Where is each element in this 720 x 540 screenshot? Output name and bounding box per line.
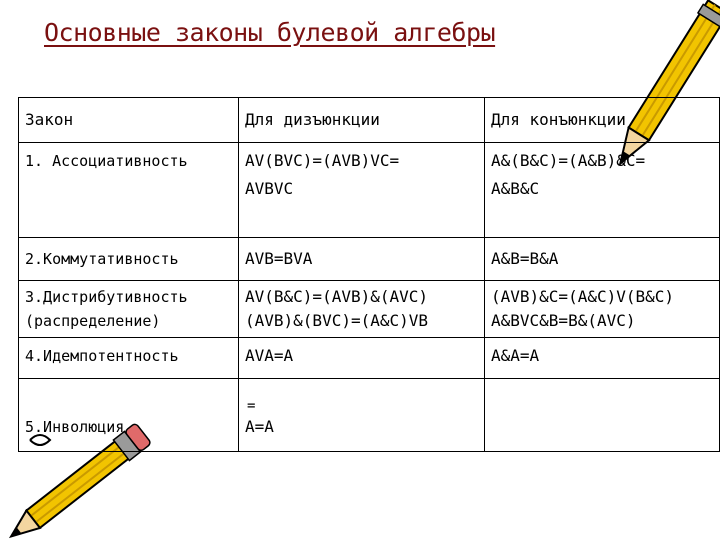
table-row (19, 238, 720, 281)
formula: (AVB)&(BVC)=(A&C)VB (245, 311, 429, 330)
law-name (19, 281, 239, 338)
formula: A=A (245, 417, 274, 436)
law-name (19, 238, 239, 281)
formula: A&B&C (491, 179, 540, 198)
formula: A&BVC&B=B&(AVC) (491, 311, 636, 330)
header-law: Закон (19, 98, 239, 143)
header-conjunction: Для конъюнкции (485, 98, 720, 143)
law-name (19, 143, 239, 238)
formula: A&B=B&A (491, 249, 559, 268)
double-overbar-mark: = (247, 398, 256, 414)
law-label: 2.Коммутативность (25, 250, 179, 268)
formula: A&(B&C)=(A&B)&C= (491, 151, 646, 170)
formula: AVBVC (245, 179, 294, 198)
header-disjunction: Для дизъюнкции (239, 98, 485, 143)
laws-table (18, 97, 720, 452)
formula: (AVB)&C=(A&C)V(B&C) (491, 287, 675, 306)
disjunction-cell (239, 143, 485, 238)
disjunction-cell (239, 379, 485, 452)
conjunction-cell (485, 338, 720, 379)
table-row (19, 338, 720, 379)
formula: AV(BVC)=(AVB)VC= (245, 151, 400, 170)
conjunction-cell (485, 281, 720, 338)
law-name (19, 379, 239, 452)
formula: AVA=A (245, 346, 294, 365)
involution-formula (245, 398, 274, 441)
formula: AV(B&C)=(AVB)&(AVC) (245, 287, 429, 306)
table-row (19, 379, 720, 452)
page-title: Основные законы булевой алгебры (44, 18, 496, 47)
conjunction-cell (485, 143, 720, 238)
formula: AVB=BVA (245, 249, 313, 268)
law-label: 1. Ассоциативность (25, 152, 188, 170)
table-row (19, 143, 720, 238)
disjunction-cell (239, 281, 485, 338)
law-label: 4.Идемпотентность (25, 347, 179, 365)
law-label: 5.Инволюция (25, 418, 125, 436)
law-name (19, 338, 239, 379)
disjunction-cell (239, 238, 485, 281)
law-sublabel: (распределение) (25, 312, 161, 330)
formula: A&A=A (491, 346, 540, 365)
table-header-row (19, 98, 720, 143)
conjunction-cell (485, 379, 720, 452)
law-label: 3.Дистрибутивность (25, 288, 188, 306)
conjunction-cell (485, 238, 720, 281)
disjunction-cell (239, 338, 485, 379)
table-row (19, 281, 720, 338)
